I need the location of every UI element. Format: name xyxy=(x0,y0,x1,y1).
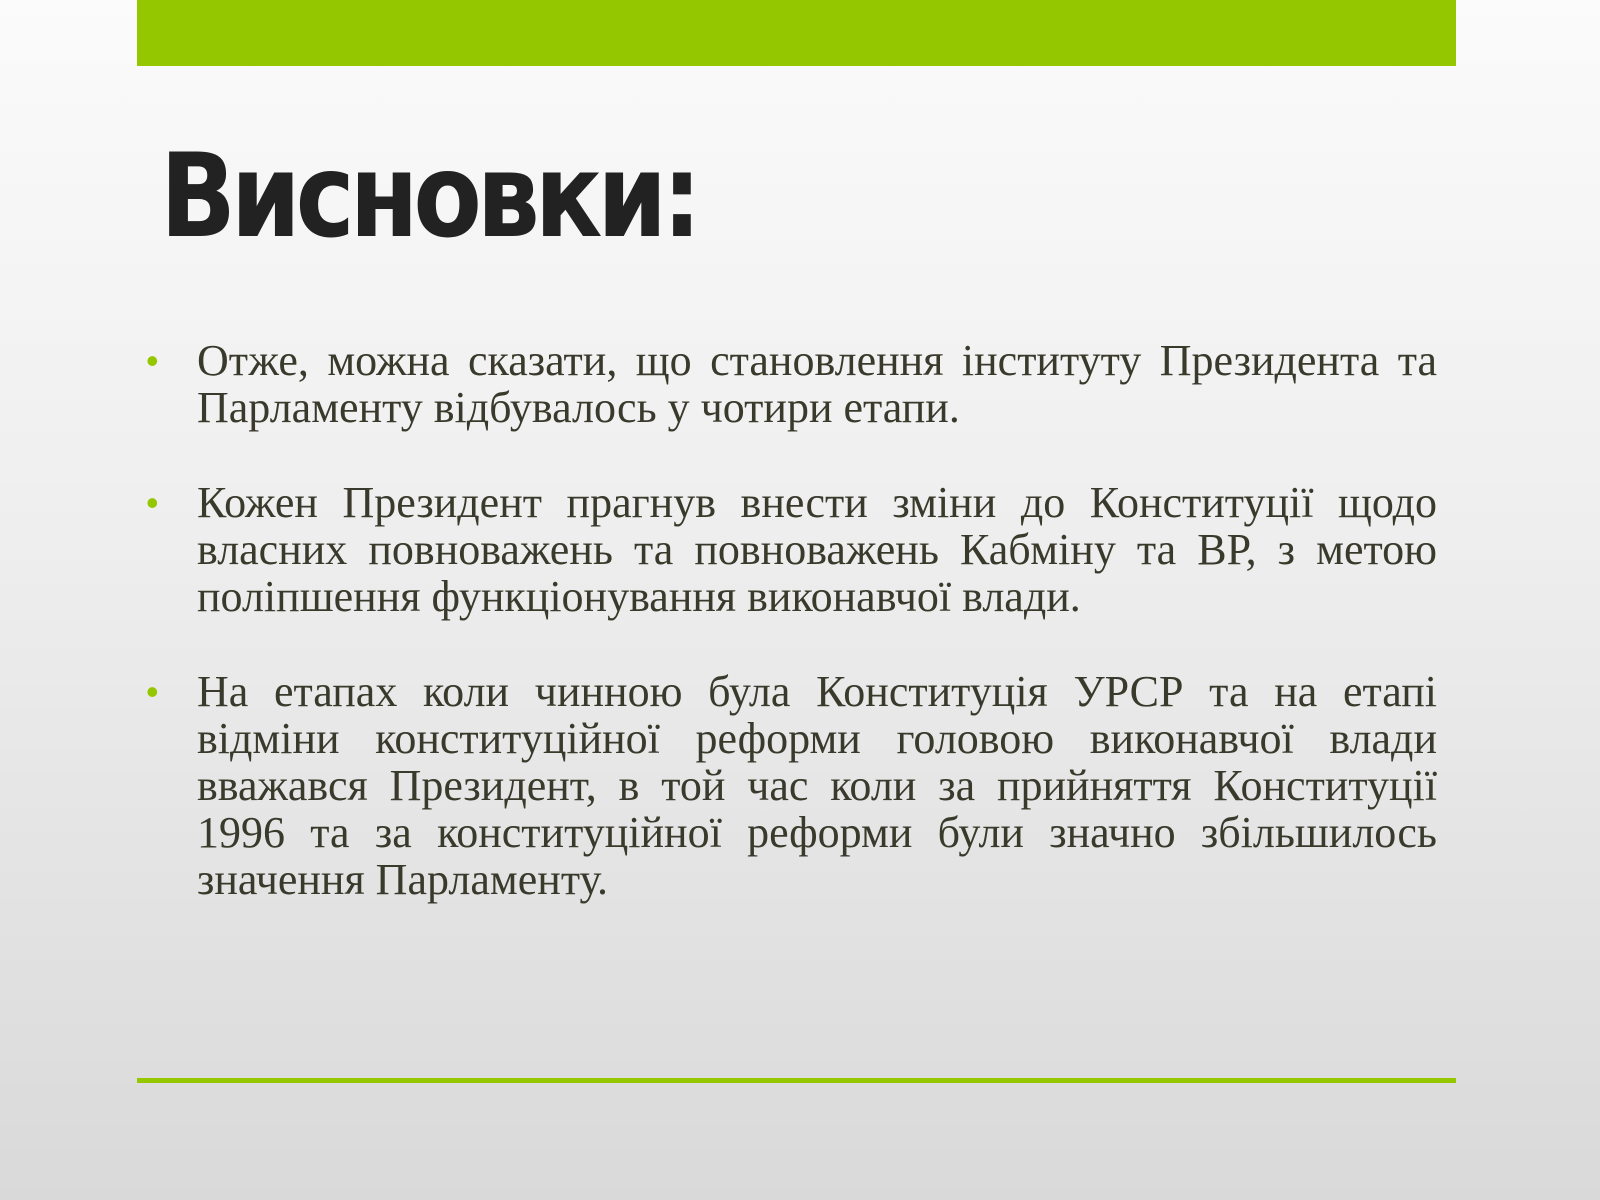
bullet-dot-icon: • xyxy=(146,340,159,381)
bullet-text: Отже, можна сказати, що становлення інституту Президента та Парламенту відбувалось у чотири етапи. xyxy=(197,336,1437,432)
bullet-list xyxy=(140,337,1437,951)
bullet-dot-icon: • xyxy=(146,482,159,523)
top-accent-bar xyxy=(137,0,1456,66)
bottom-accent-rule xyxy=(137,1078,1456,1083)
bullet-text: На етапах коли чинною була Конституція УРСР та на етапі відміни конституційної реформи головою виконавчої влади вважався Президент, в той час коли за прийняття Конституції 1996 та за конституційної реформи були значно збільшилось значення Парламенту. xyxy=(197,667,1437,904)
bullet-text: Кожен Президент прагнув внести зміни до Конституції щодо власних повноважень та повноважень Кабміну та ВР, з метою поліпшення функціонування виконавчої влади. xyxy=(197,478,1437,621)
list-item xyxy=(140,668,1437,903)
slide-title: Висновки: xyxy=(160,129,697,264)
bullet-dot-icon: • xyxy=(146,671,159,712)
list-item xyxy=(140,337,1437,431)
list-item xyxy=(140,479,1437,620)
